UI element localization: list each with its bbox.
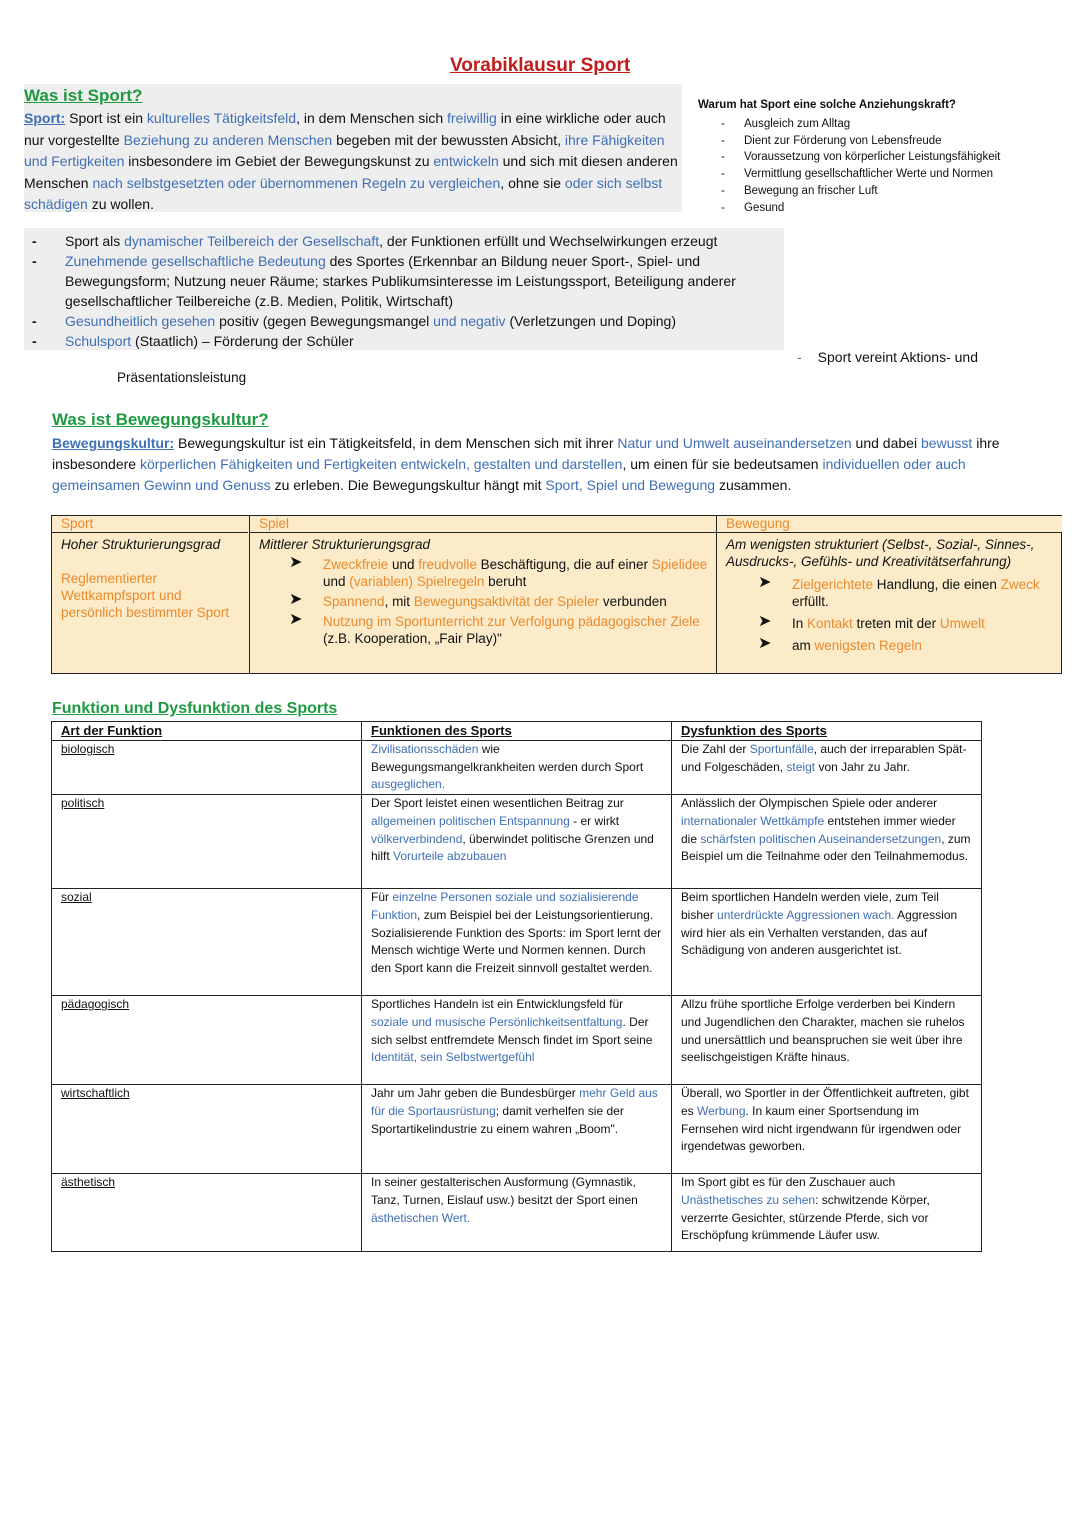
highlight: individuellen oder auch gemeinsamen Gewinn und Genuss xyxy=(52,456,966,493)
text: Aggression wird hier als ein Verhalten verstanden, das auf Schädigung von anderen ausgerichtet ist. xyxy=(681,907,958,958)
text: Beschäftigung, die auf einer xyxy=(476,557,652,572)
highlight: wenigsten Regeln xyxy=(814,638,922,653)
funktion-art: sozial xyxy=(52,889,362,996)
list-item: - Ausgleich zum Alltag xyxy=(698,116,1068,133)
highlight: allgemeinen politischen Entspannung xyxy=(371,813,570,828)
highlight: ästhetischen Wert. xyxy=(371,1210,471,1225)
highlight: Beziehung zu anderen Menschen xyxy=(123,131,333,148)
text: . Der sich selbst entfremdete Mensch findet im Sport seine xyxy=(371,1014,653,1047)
highlight: Schulsport xyxy=(65,333,132,349)
highlight: entwickeln xyxy=(433,153,499,169)
text: begeben mit der bewussten Absicht, xyxy=(332,131,565,148)
highlight: unterdrückte Aggressionen wach. xyxy=(717,907,895,922)
text: , auch der irreparablen Spät- und Folgeschäden, xyxy=(681,742,967,774)
text: zu erleben. Die Bewegungskultur hängt mit xyxy=(270,477,546,493)
attraction-list xyxy=(698,97,1068,217)
text: (z.B. Kooperation, „Fair Play)" xyxy=(323,631,502,646)
text: zusammen. xyxy=(715,477,792,493)
page-title: Vorabiklausur Sport xyxy=(450,55,631,76)
text: , zum Beispiel bei der Leistungsorientierung. Sozialisierende Funktion des Sports: im Sport lernt der Mensch wichtige Werte und Normen kennen. Durch den Sport kann die Freizeit sinnvoll gestaltet werden. xyxy=(371,907,662,975)
bewegung-column-header: Bewegung xyxy=(717,516,1062,533)
table-row xyxy=(52,889,982,996)
table-row xyxy=(52,1174,982,1252)
table-row xyxy=(52,795,982,889)
arrow-icon: ➤ xyxy=(758,635,772,652)
dysfunktion-cell xyxy=(672,1174,982,1252)
dysfunktion-cell: Allzu frühe sportliche Erfolge verderben bei Kindern und Jugendlichen den Charakter, machen sie ruhelos und unersättlich und beanspruchen sie weit über ihre seelischgeistigen Kräfte hinaus. xyxy=(672,996,982,1085)
text: In seiner gestalterischen Ausformung (Gymnastik, Tanz, Turnen, Eislauf usw.) besitzt der Sport einen xyxy=(371,1175,638,1207)
highlight: (variablen) Spielregeln xyxy=(349,574,485,589)
highlight: Natur und Umwelt auseinandersetzen xyxy=(617,435,852,451)
funktion-heading: Funktion und Dysfunktion des Sports xyxy=(52,700,338,717)
highlight: Werbung xyxy=(697,1103,746,1118)
list-item xyxy=(24,231,784,251)
text: (Verletzungen und Doping) xyxy=(505,313,677,329)
text: Bewegungskultur ist ein Tätigkeitsfeld, in dem Menschen sich mit ihrer xyxy=(174,435,618,451)
list-item xyxy=(24,331,784,351)
spiel-grad: Mittlerer Strukturierungsgrad xyxy=(259,537,431,552)
highlight: freudvolle xyxy=(418,557,477,572)
dysfunktion-cell xyxy=(672,889,982,996)
text: (Staatlich) – Förderung der Schüler xyxy=(131,333,354,349)
text: Sport als xyxy=(65,233,125,249)
text: beruht xyxy=(484,574,527,589)
text: Die Zahl der xyxy=(681,742,750,756)
text: positiv (gegen Bewegungsmangel xyxy=(215,313,434,329)
list-item: - Voraussetzung von körperlicher Leistungsfähigkeit xyxy=(698,149,1068,166)
text: des Sportes (Erkennbar an Bildung neuer Sport-, Spiel- und Bewegungsform; Nutzung neuer Räume; starkes Publikumsinteresse im Leistungssport, Beteiligung anderer gesellschaftlicher Teilbereiche (z.B. Medien, Politik, Wirtschaft) xyxy=(65,253,736,309)
bewegungskultur-heading: Was ist Bewegungskultur? xyxy=(52,410,269,429)
highlight: Umwelt xyxy=(939,616,985,631)
text: , in dem Menschen sich xyxy=(296,110,448,126)
arrow-icon: ➤ xyxy=(289,591,303,608)
highlight: oder sich selbst schädigen xyxy=(24,174,663,212)
highlight: mehr Geld aus für die Sportausrüstung xyxy=(371,1086,658,1118)
text: treten mit der xyxy=(852,616,940,631)
bewegungskultur-definition xyxy=(52,433,1012,496)
text: Beim sportlichen Handeln werden viele, zum Teil bisher xyxy=(681,890,939,922)
funktion-art: pädagogisch xyxy=(52,996,362,1085)
highlight: und negativ xyxy=(433,313,506,329)
text: und xyxy=(388,557,419,572)
highlight: steigt xyxy=(786,759,816,774)
text: entstehen immer wieder die xyxy=(681,813,956,846)
table-header-row xyxy=(52,722,982,741)
text: Sportliches Handeln ist ein Entwicklungsfeld für xyxy=(371,997,624,1012)
highlight: Gesundheitlich gesehen xyxy=(65,313,216,329)
arrow-icon: ➤ xyxy=(758,613,772,630)
text: von Jahr zu Jahr. xyxy=(815,759,910,774)
highlight: körperlichen Fähigkeiten und Fertigkeiten entwickeln, gestalten und darstellen xyxy=(139,456,623,472)
arrow-icon: ➤ xyxy=(758,574,772,591)
sport-spiel-bewegung-table xyxy=(51,515,1062,674)
highlight: Bewegungsaktivität der Spieler xyxy=(413,594,600,609)
bewegungskultur-term: Bewegungskultur: xyxy=(52,435,175,451)
highlight: Zunehmende gesellschaftliche Bedeutung xyxy=(65,253,326,269)
text: und sich mit diesen anderen Menschen xyxy=(24,153,678,191)
list-item: - Gesund xyxy=(698,200,1068,217)
text: und dabei xyxy=(851,435,921,451)
spiel-column xyxy=(249,516,716,673)
funktion-table xyxy=(51,721,982,1252)
highlight: bewusst xyxy=(920,435,973,451)
sport-bullets xyxy=(24,231,784,351)
table-row xyxy=(52,1085,982,1174)
list-item: - Dient zur Förderung von Lebensfreude xyxy=(698,133,1068,150)
text: Der Sport leistet einen wesentlichen Beitrag zur xyxy=(371,796,624,811)
text: Sport ist ein xyxy=(65,110,147,126)
highlight: Spannend xyxy=(323,594,385,609)
highlight: soziale und musische Persönlichkeitsentfaltung xyxy=(371,1014,623,1029)
funktion-art: wirtschaftlich xyxy=(52,1085,362,1174)
highlight: freiwillig xyxy=(447,110,497,126)
list-item xyxy=(259,613,708,647)
funktion-art: politisch xyxy=(52,795,362,889)
text: , ohne sie xyxy=(500,174,565,191)
highlight: Nutzung im Sportunterricht zur Verfolgung pädagogischer Ziele xyxy=(323,614,700,629)
text: Im Sport gibt es für den Zuschauer auch xyxy=(681,1175,896,1190)
highlight: Unästhetisches zu sehen xyxy=(681,1192,816,1207)
text: , überwindet politische Grenzen und hilft xyxy=(371,831,654,864)
bewegung-column xyxy=(716,516,1062,673)
highlight: kulturelles Tätigkeitsfeld xyxy=(146,110,297,126)
bewegung-grad: Am wenigsten strukturiert (Selbst-, Sozial-, Sinnes-, Ausdrucks-, Gefühls- und Kreativitätserfahrung) xyxy=(726,537,1035,569)
list-item xyxy=(726,615,1054,632)
column-header: Dysfunktion des Sports xyxy=(672,722,982,741)
arrow-icon: ➤ xyxy=(289,611,303,628)
highlight: ihre Fähigkeiten und Fertigkeiten xyxy=(24,131,665,169)
list-item xyxy=(24,251,784,311)
highlight: schärfsten politischen Auseinandersetzungen xyxy=(700,831,942,846)
sport-column-header: Sport xyxy=(52,516,248,533)
highlight: internationaler Wettkämpfe xyxy=(681,813,825,828)
highlight: Sportunfälle xyxy=(749,742,814,756)
highlight: Identität, sein Selbstwertgefühl xyxy=(371,1050,535,1065)
column-header: Funktionen des Sports xyxy=(362,722,672,741)
funktion-cell xyxy=(362,889,672,996)
dysfunktion-cell xyxy=(672,1085,982,1174)
column-header: Art der Funktion xyxy=(52,722,362,741)
highlight: Zweck xyxy=(1000,577,1040,592)
funktion-art: ästhetisch xyxy=(52,1174,362,1252)
text: zu wollen. xyxy=(87,196,154,212)
sport-heading: Was ist Sport? xyxy=(24,86,143,105)
text: Handlung, die einen xyxy=(873,577,1001,592)
text: am xyxy=(792,638,815,653)
text: verbunden xyxy=(599,594,667,609)
list-item: - Bewegung an frischer Luft xyxy=(698,183,1068,200)
text: Jahr um Jahr geben die Bundesbürger xyxy=(371,1086,580,1101)
highlight: völkerverbindend xyxy=(371,831,463,846)
text: wie Bewegungsmangelkrankheiten werden durch Sport xyxy=(371,742,644,774)
highlight: nach selbstgesetzten oder übernommenen Regeln zu vergleichen xyxy=(92,174,501,191)
arrow-icon: ➤ xyxy=(289,554,303,571)
highlight: dynamischer Teilbereich der Gesellschaft xyxy=(124,233,380,249)
praesentation-note: Präsentationsleistung xyxy=(117,370,247,385)
attraction-question: Warum hat Sport eine solche Anziehungskraft? xyxy=(698,99,956,111)
text: ; damit verhelfen sie der Sportartikelindustrie zu einem wahren „Boom". xyxy=(371,1103,624,1136)
text: in eine wirkliche oder auch nur vorgestellte xyxy=(24,110,666,148)
text: : schwitzende Körper, verzerrte Gesichter, stürzende Pferde, sich vor Erschöpfung krümmende Läufer usw. xyxy=(681,1192,930,1243)
highlight: Vorurteile abzubauen xyxy=(393,849,507,864)
list-item: - Vermittlung gesellschaftlicher Werte und Normen xyxy=(698,166,1068,183)
text: und xyxy=(323,574,350,589)
text: , zum Beispiel um die Teilnahme oder den Teilnahmemodus. xyxy=(681,831,971,864)
highlight: Sport, Spiel und Bewegung xyxy=(545,477,716,493)
text: , der Funktionen erfüllt und Wechselwirkungen erzeugt xyxy=(379,233,718,249)
highlight: Spielidee xyxy=(651,557,708,572)
list-item xyxy=(24,311,784,331)
highlight: Zweckfreie xyxy=(323,557,389,572)
list-item xyxy=(259,556,708,590)
sport-grad: Hoher Strukturierungsgrad xyxy=(61,537,221,552)
text: . In kaum einer Sportsendung im Fernsehen wird nicht irgendwann für irgendwen oder irgendetwas geworben. xyxy=(681,1103,962,1154)
text: ihre insbesondere xyxy=(52,435,1000,472)
sport-column xyxy=(52,516,248,673)
highlight: Kontakt xyxy=(807,616,853,631)
text: - er wirkt xyxy=(569,813,620,828)
table-row xyxy=(52,996,982,1085)
text: Überall, wo Sportler in der Öffentlichkeit auftreten, gibt es xyxy=(681,1086,969,1118)
funktion-cell xyxy=(362,795,672,889)
text: Sport vereint Aktions- und xyxy=(817,349,978,365)
text: In xyxy=(792,616,808,631)
funktion-cell xyxy=(362,1174,672,1252)
funktion-cell xyxy=(362,996,672,1085)
highlight: Zivilisationsschäden xyxy=(371,742,479,756)
text: erfüllt. xyxy=(792,594,829,609)
funktion-cell xyxy=(362,1085,672,1174)
funktion-cell xyxy=(362,741,672,795)
highlight: ausgeglichen. xyxy=(371,777,446,792)
text: , mit xyxy=(384,594,414,609)
spiel-column-header: Spiel xyxy=(250,516,716,533)
list-item xyxy=(726,637,1054,654)
sport-term: Sport: xyxy=(24,110,66,126)
list-item xyxy=(259,593,708,610)
funktion-art: biologisch xyxy=(52,741,362,795)
text: Für xyxy=(371,890,393,905)
highlight: Zielgerichtete xyxy=(792,577,874,592)
dysfunktion-cell xyxy=(672,795,982,889)
sport-definition xyxy=(24,108,684,216)
sport-vereint-note: - Sport vereint Aktions- und xyxy=(797,349,978,365)
text: , um einen für sie bedeutsamen xyxy=(622,456,823,472)
list-item xyxy=(726,576,1054,610)
table-row xyxy=(52,741,982,795)
text: insbesondere im Gebiet der Bewegungskunst zu xyxy=(124,153,434,169)
sport-desc: Reglementierter Wettkampfsport und persönlich bestimmter Sport xyxy=(61,571,230,620)
text: Anlässlich der Olympischen Spiele oder anderer xyxy=(681,796,938,811)
highlight: einzelne Personen soziale und sozialisierende Funktion xyxy=(371,890,639,922)
dysfunktion-cell xyxy=(672,741,982,795)
